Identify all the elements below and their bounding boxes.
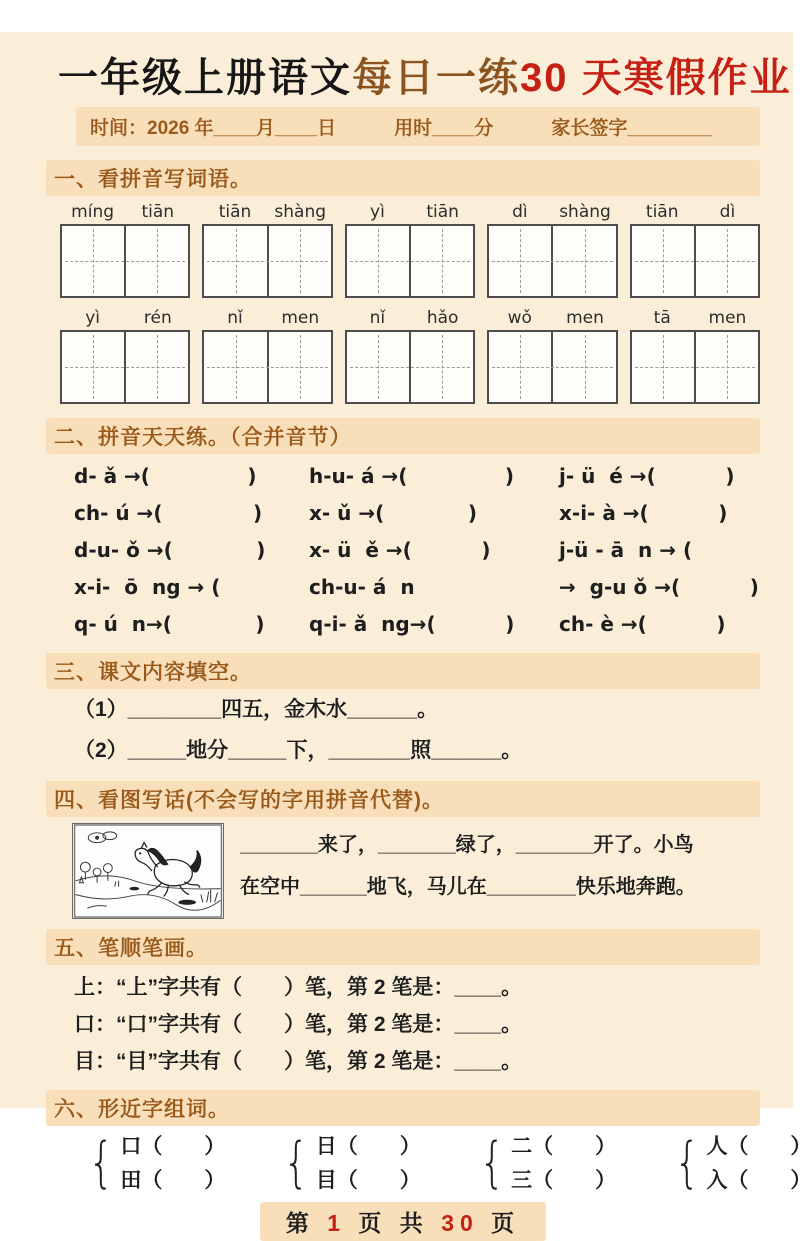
- syllable-item: d-u- ǒ →( ): [74, 538, 266, 562]
- footer-total-pages: 30: [441, 1210, 479, 1236]
- pinyin-pair: [345, 202, 475, 222]
- pinyin-label: hǎo: [426, 308, 459, 328]
- grid-cell: [124, 332, 188, 402]
- grid-cell: [267, 226, 331, 296]
- stroke-order-line-1: 上：“上”字共有（ ）笔，第 2 笔是：____。: [74, 976, 523, 999]
- char-blank: 目（ ）: [315, 1169, 421, 1192]
- writing-grid-box: [202, 330, 332, 404]
- section5-heading: 五、笔顺笔画。: [46, 929, 760, 965]
- pinyin-label: wǒ: [507, 308, 532, 328]
- syllable-row: [46, 532, 760, 569]
- grid-cell: [551, 332, 615, 402]
- section2-heading: 二、拼音天天练。（合并音节）: [46, 418, 760, 454]
- grid-cell: [694, 226, 758, 296]
- char-blank: 入（ ）: [706, 1169, 811, 1192]
- pinyin-row-1: [60, 202, 760, 222]
- fill-blank-line-1: （1）________四五，金木水______。: [74, 698, 439, 721]
- brace-icon: {: [88, 1130, 115, 1194]
- writing-grid-row-2: [60, 330, 760, 404]
- grid-cell: [204, 226, 266, 296]
- grid-cell: [347, 332, 409, 402]
- pinyin-label: rén: [143, 308, 172, 328]
- similar-char-groups: [84, 1130, 811, 1194]
- writing-grid-box: [487, 224, 617, 298]
- stroke-order-line-3: 目：“目”字共有（ ）笔，第 2 笔是：____。: [74, 1050, 523, 1073]
- pinyin-label: nǐ: [369, 308, 386, 328]
- syllable-item: q- ú n→( ): [74, 612, 265, 636]
- page-title: [58, 46, 792, 103]
- grid-cell: [267, 332, 331, 402]
- scene-illustration: [72, 823, 224, 919]
- writing-grid-box: [487, 330, 617, 404]
- syllable-row: [46, 569, 760, 606]
- writing-grid-box: [202, 224, 332, 298]
- pinyin-pair: [202, 308, 332, 328]
- grid-cell: [409, 226, 473, 296]
- brace-icon: {: [479, 1130, 505, 1194]
- syllable-row: [46, 606, 760, 643]
- section1-heading: 一、看拼音写词语。: [46, 160, 760, 196]
- pinyin-pair: [630, 202, 760, 222]
- writing-grid-box: [345, 330, 475, 404]
- char-blank: 田（ ）: [120, 1169, 226, 1192]
- pinyin-label: nǐ: [227, 308, 243, 328]
- worksheet-page: [0, 32, 811, 1236]
- grid-cell: [409, 332, 473, 402]
- syllable-row: [46, 495, 760, 532]
- pinyin-pair: [60, 202, 190, 222]
- similar-char-group: [84, 1130, 225, 1194]
- writing-grid-box: [60, 330, 190, 404]
- pinyin-label: shàng: [559, 202, 611, 222]
- grid-cell: [62, 332, 124, 402]
- pinyin-label: shàng: [274, 202, 327, 222]
- syllable-item: ch- è →( ): [559, 612, 726, 636]
- section6-heading: 六、形近字组词。: [46, 1090, 760, 1126]
- footer-text: 共: [399, 1210, 429, 1236]
- grid-cell: [204, 332, 266, 402]
- syllable-item: q-i- ǎ ng→( ): [309, 612, 515, 636]
- grid-cell: [632, 332, 694, 402]
- section3-heading: 三、课文内容填空。: [46, 653, 760, 689]
- footer-text: 页: [358, 1210, 388, 1236]
- title-grade: 一年级上册语文: [58, 56, 352, 100]
- brace-icon: {: [283, 1130, 310, 1194]
- picture-writing-block: [72, 823, 760, 919]
- meta-date: 时间：2026 年____月____日: [90, 118, 337, 139]
- grid-cell: [551, 226, 615, 296]
- pinyin-label: míng: [71, 202, 115, 222]
- grid-cell: [489, 332, 551, 402]
- syllable-item: j- ü é →( ): [559, 464, 735, 488]
- pinyin-label: tā: [653, 308, 671, 328]
- syllable-item: h-u- á →( ): [309, 464, 515, 488]
- syllable-item: ch- ú →( ): [74, 501, 263, 525]
- meta-band: [76, 107, 760, 146]
- syllable-item: j-ü - ā n → (: [559, 538, 693, 562]
- pinyin-label: yì: [370, 202, 385, 222]
- picture-writing-line-1: _______来了，_______绿了，_______开了。小鸟: [240, 834, 694, 856]
- char-blank: 三（ ）: [511, 1169, 617, 1192]
- footer-text: 页: [491, 1210, 521, 1236]
- pinyin-label: men: [708, 308, 747, 328]
- pinyin-label: tiān: [141, 202, 175, 222]
- meta-signature: 家长签字________: [551, 118, 712, 139]
- pinyin-label: dì: [719, 202, 736, 222]
- pinyin-pair: [60, 308, 190, 328]
- footer-text: 第: [285, 1210, 315, 1236]
- page-footer: [260, 1202, 546, 1241]
- grid-cell: [632, 226, 694, 296]
- pinyin-pair: [202, 202, 332, 222]
- char-blank: 二（ ）: [511, 1135, 617, 1158]
- pinyin-label: men: [566, 308, 604, 328]
- syllable-item: → g-u ǒ →( ): [559, 575, 759, 599]
- writing-grid-box: [630, 330, 760, 404]
- grid-cell: [62, 226, 124, 296]
- syllable-row: [46, 458, 760, 495]
- char-blank: 日（ ）: [315, 1135, 421, 1158]
- similar-char-group: [475, 1130, 616, 1194]
- pinyin-label: men: [281, 308, 320, 328]
- brace-icon: {: [674, 1130, 701, 1194]
- pinyin-pair: [345, 308, 475, 328]
- title-holiday-homework: 30 天寒假作业: [520, 56, 792, 100]
- char-blank: 人（ ）: [706, 1135, 811, 1158]
- syllable-item: d- ǎ →( ): [74, 464, 257, 488]
- writing-grid-box: [60, 224, 190, 298]
- syllable-item: x-i- ō ng → (: [74, 575, 221, 599]
- writing-grid-box: [630, 224, 760, 298]
- grid-cell: [489, 226, 551, 296]
- fill-blank-line-2: （2）_____地分_____下，_______照______。: [74, 739, 523, 762]
- pinyin-label: tiān: [645, 202, 679, 222]
- similar-char-group: [670, 1130, 811, 1194]
- syllable-item: x-i- à →( ): [559, 501, 728, 525]
- char-blank: 口（ ）: [120, 1135, 226, 1158]
- pinyin-label: dì: [512, 202, 528, 222]
- syllable-item: x- ǔ →( ): [309, 501, 477, 525]
- grid-cell: [347, 226, 409, 296]
- grid-cell: [694, 332, 758, 402]
- syllable-item: ch-u- á n: [309, 575, 415, 599]
- stroke-order-line-2: 口：“口”字共有（ ）笔，第 2 笔是：____。: [74, 1013, 523, 1036]
- grid-cell: [124, 226, 188, 296]
- footer-page-number: 1: [327, 1210, 347, 1236]
- pinyin-label: tiān: [218, 202, 252, 222]
- pinyin-pair: [487, 202, 617, 222]
- similar-char-group: [279, 1130, 420, 1194]
- picture-writing-line-2: 在空中______地飞，马儿在________快乐地奔跑。: [240, 876, 696, 898]
- meta-duration: 用时____分: [394, 118, 494, 139]
- pinyin-row-2: [60, 308, 760, 328]
- pinyin-pair: [630, 308, 760, 328]
- pinyin-label: tiān: [426, 202, 459, 222]
- syllable-item: x- ü ě →( ): [309, 538, 491, 562]
- pinyin-pair: [487, 308, 617, 328]
- writing-grid-row-1: [60, 224, 760, 298]
- pinyin-label: yì: [85, 308, 100, 328]
- title-daily-practice: 每日一练: [352, 56, 520, 100]
- writing-grid-box: [345, 224, 475, 298]
- section4-heading: 四、看图写话(不会写的字用拼音代替)。: [46, 781, 760, 817]
